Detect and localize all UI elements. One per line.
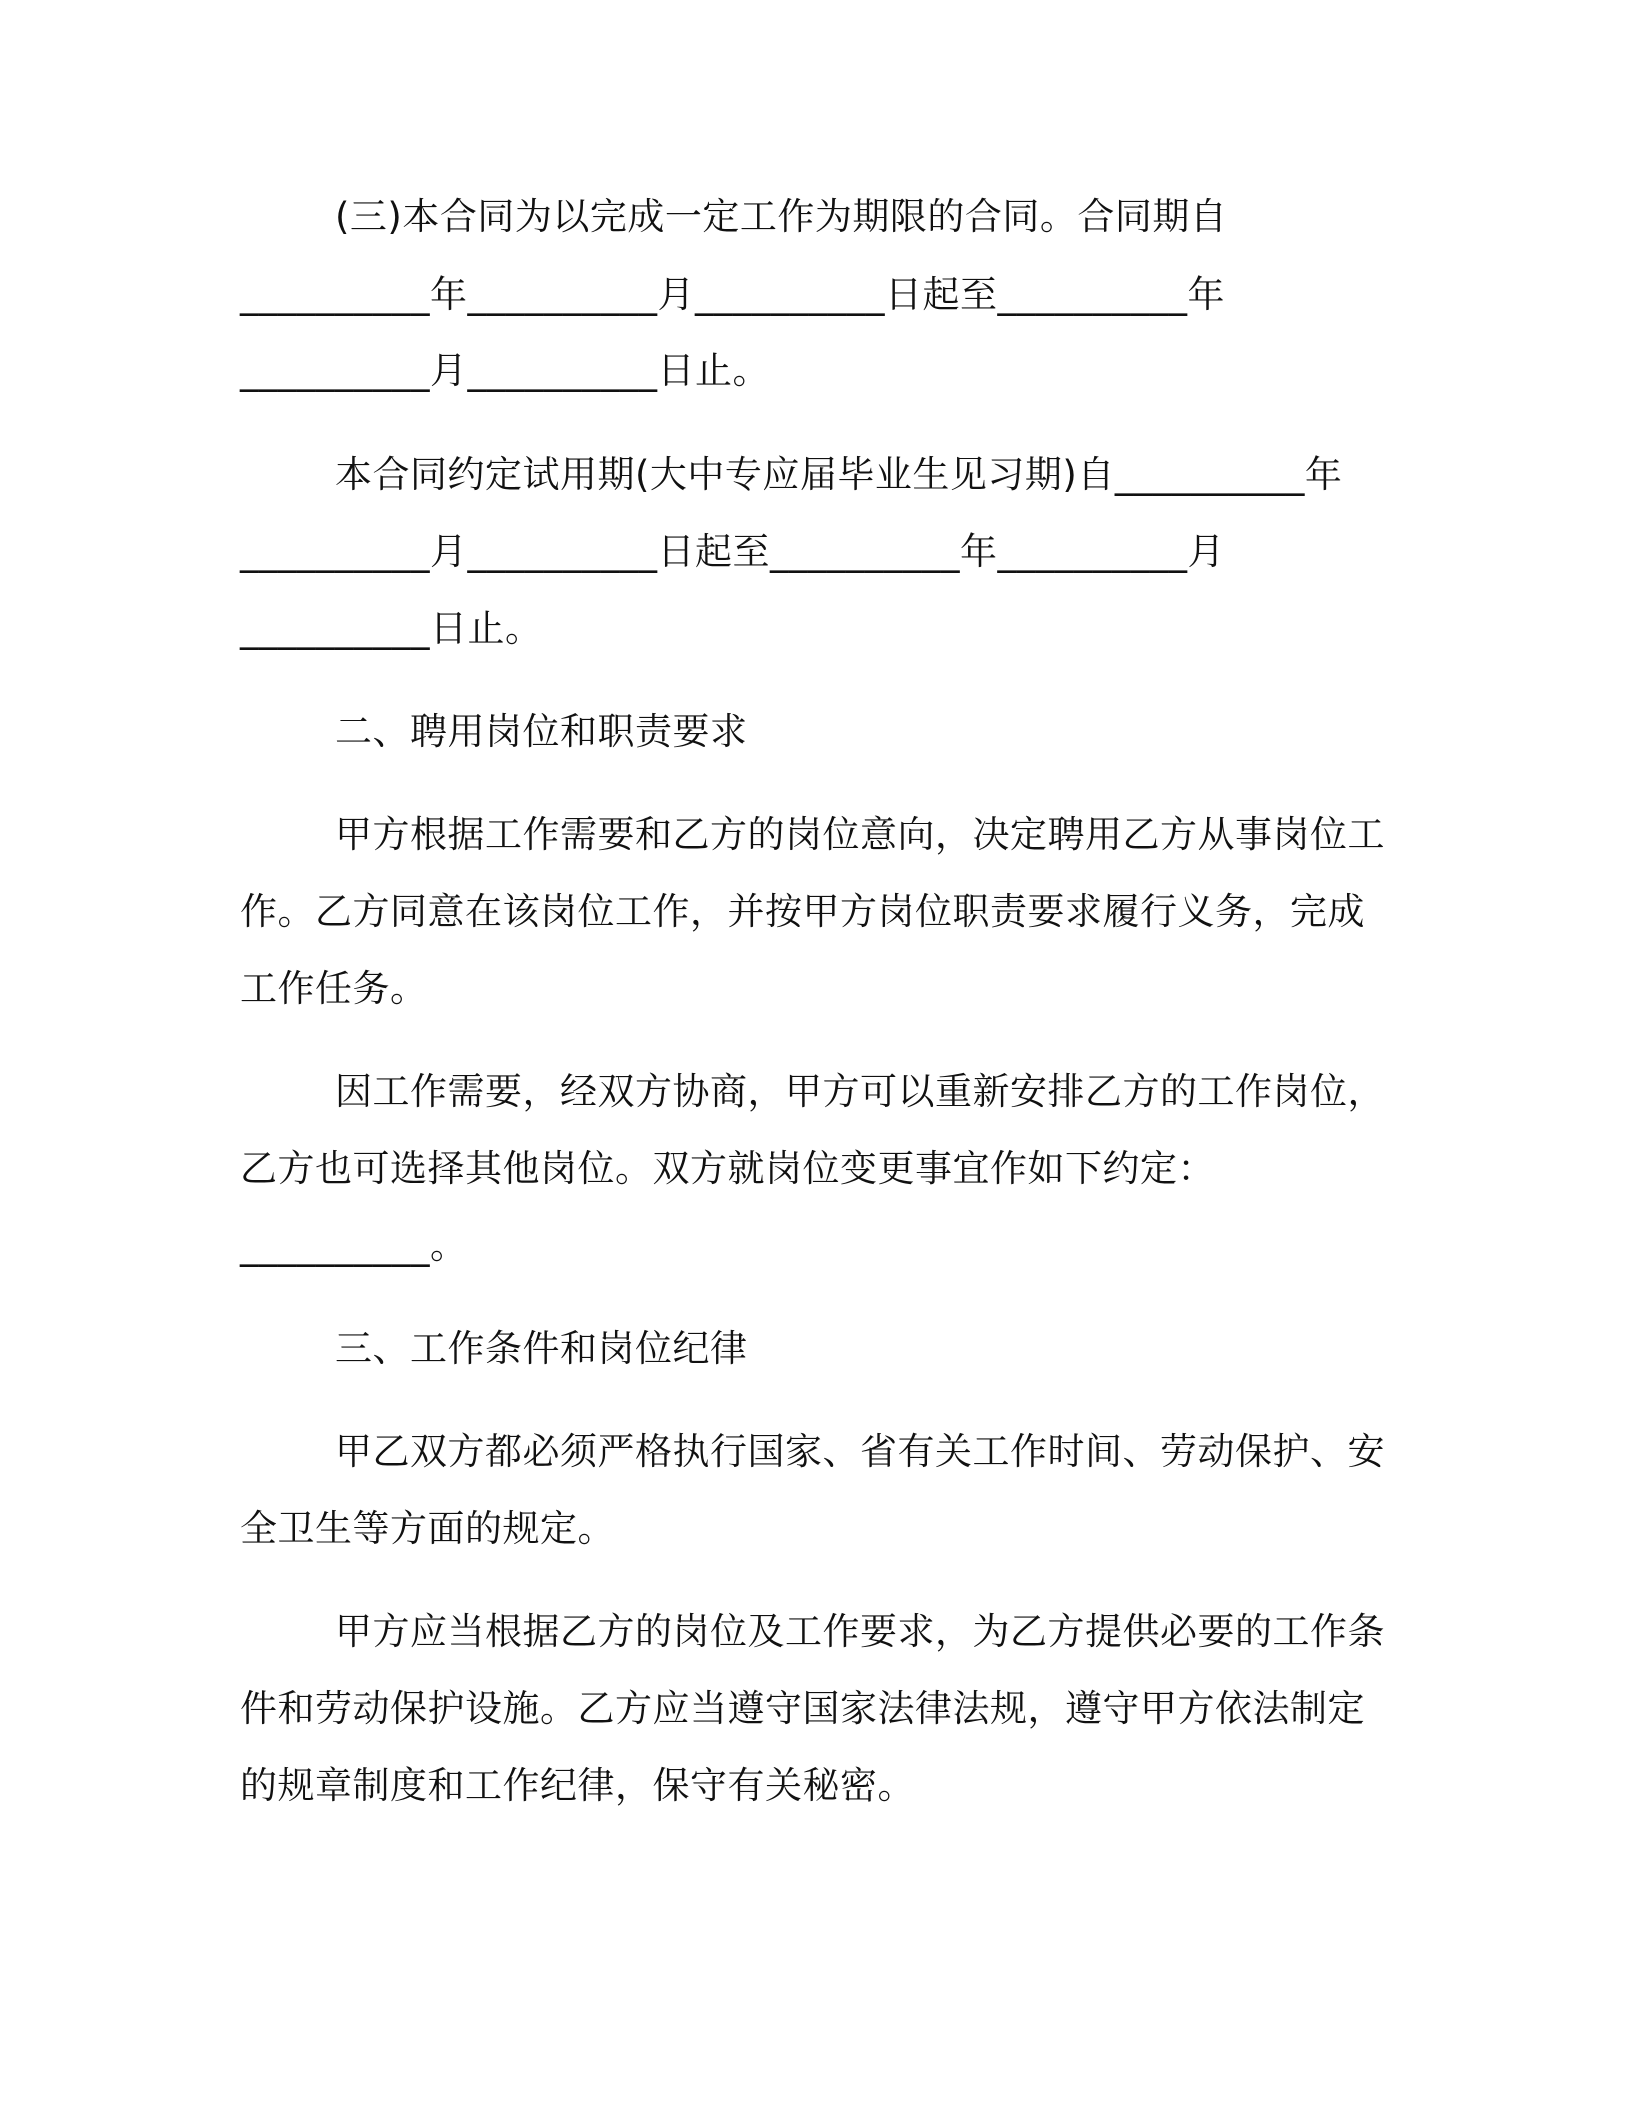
- section-2-heading: 二、聘用岗位和职责要求: [335, 710, 748, 753]
- probation-period-line-1: 本合同约定试用期(大中专应届毕业生见习期)自__________年: [335, 453, 1343, 496]
- section-3-heading: 三、工作条件和岗位纪律: [335, 1327, 748, 1370]
- section-2-para-2-line-2: 乙方也可选择其他岗位。双方就岗位变更事宜作如下约定：: [240, 1147, 1215, 1190]
- section-3-para-2-line-3: 的规章制度和工作纪律，保守有关秘密。: [240, 1764, 915, 1807]
- section-2-para-2-line-3: __________。: [240, 1224, 468, 1267]
- section-3-para-1-line-1: 甲乙双方都必须严格执行国家、省有关工作时间、劳动保护、安: [335, 1430, 1385, 1473]
- section-2-para-1-line-2: 作。乙方同意在该岗位工作，并按甲方岗位职责要求履行义务，完成: [240, 890, 1365, 933]
- section-2-para-2-line-1: 因工作需要，经双方协商，甲方可以重新安排乙方的工作岗位，: [335, 1070, 1385, 1113]
- clause-3-contract-term-line-1: (三)本合同为以完成一定工作为期限的合同。合同期自: [335, 195, 1228, 238]
- section-3-para-2-line-2: 件和劳动保护设施。乙方应当遵守国家法律法规，遵守甲方依法制定: [240, 1687, 1365, 1730]
- clause-3-contract-term-line-3: __________月__________日止。: [240, 349, 770, 392]
- probation-period-line-2: __________月__________日起至__________年__________月: [240, 530, 1225, 573]
- section-2-para-1-line-3: 工作任务。: [240, 967, 428, 1010]
- section-3-para-2-line-1: 甲方应当根据乙方的岗位及工作要求，为乙方提供必要的工作条: [335, 1610, 1385, 1653]
- clause-3-contract-term-line-2: __________年__________月__________日起至__________年: [240, 273, 1225, 316]
- section-2-para-1-line-1: 甲方根据工作需要和乙方的岗位意向，决定聘用乙方从事岗位工: [335, 813, 1385, 856]
- section-3-para-1-line-2: 全卫生等方面的规定。: [240, 1507, 615, 1550]
- probation-period-line-3: __________日止。: [240, 607, 543, 650]
